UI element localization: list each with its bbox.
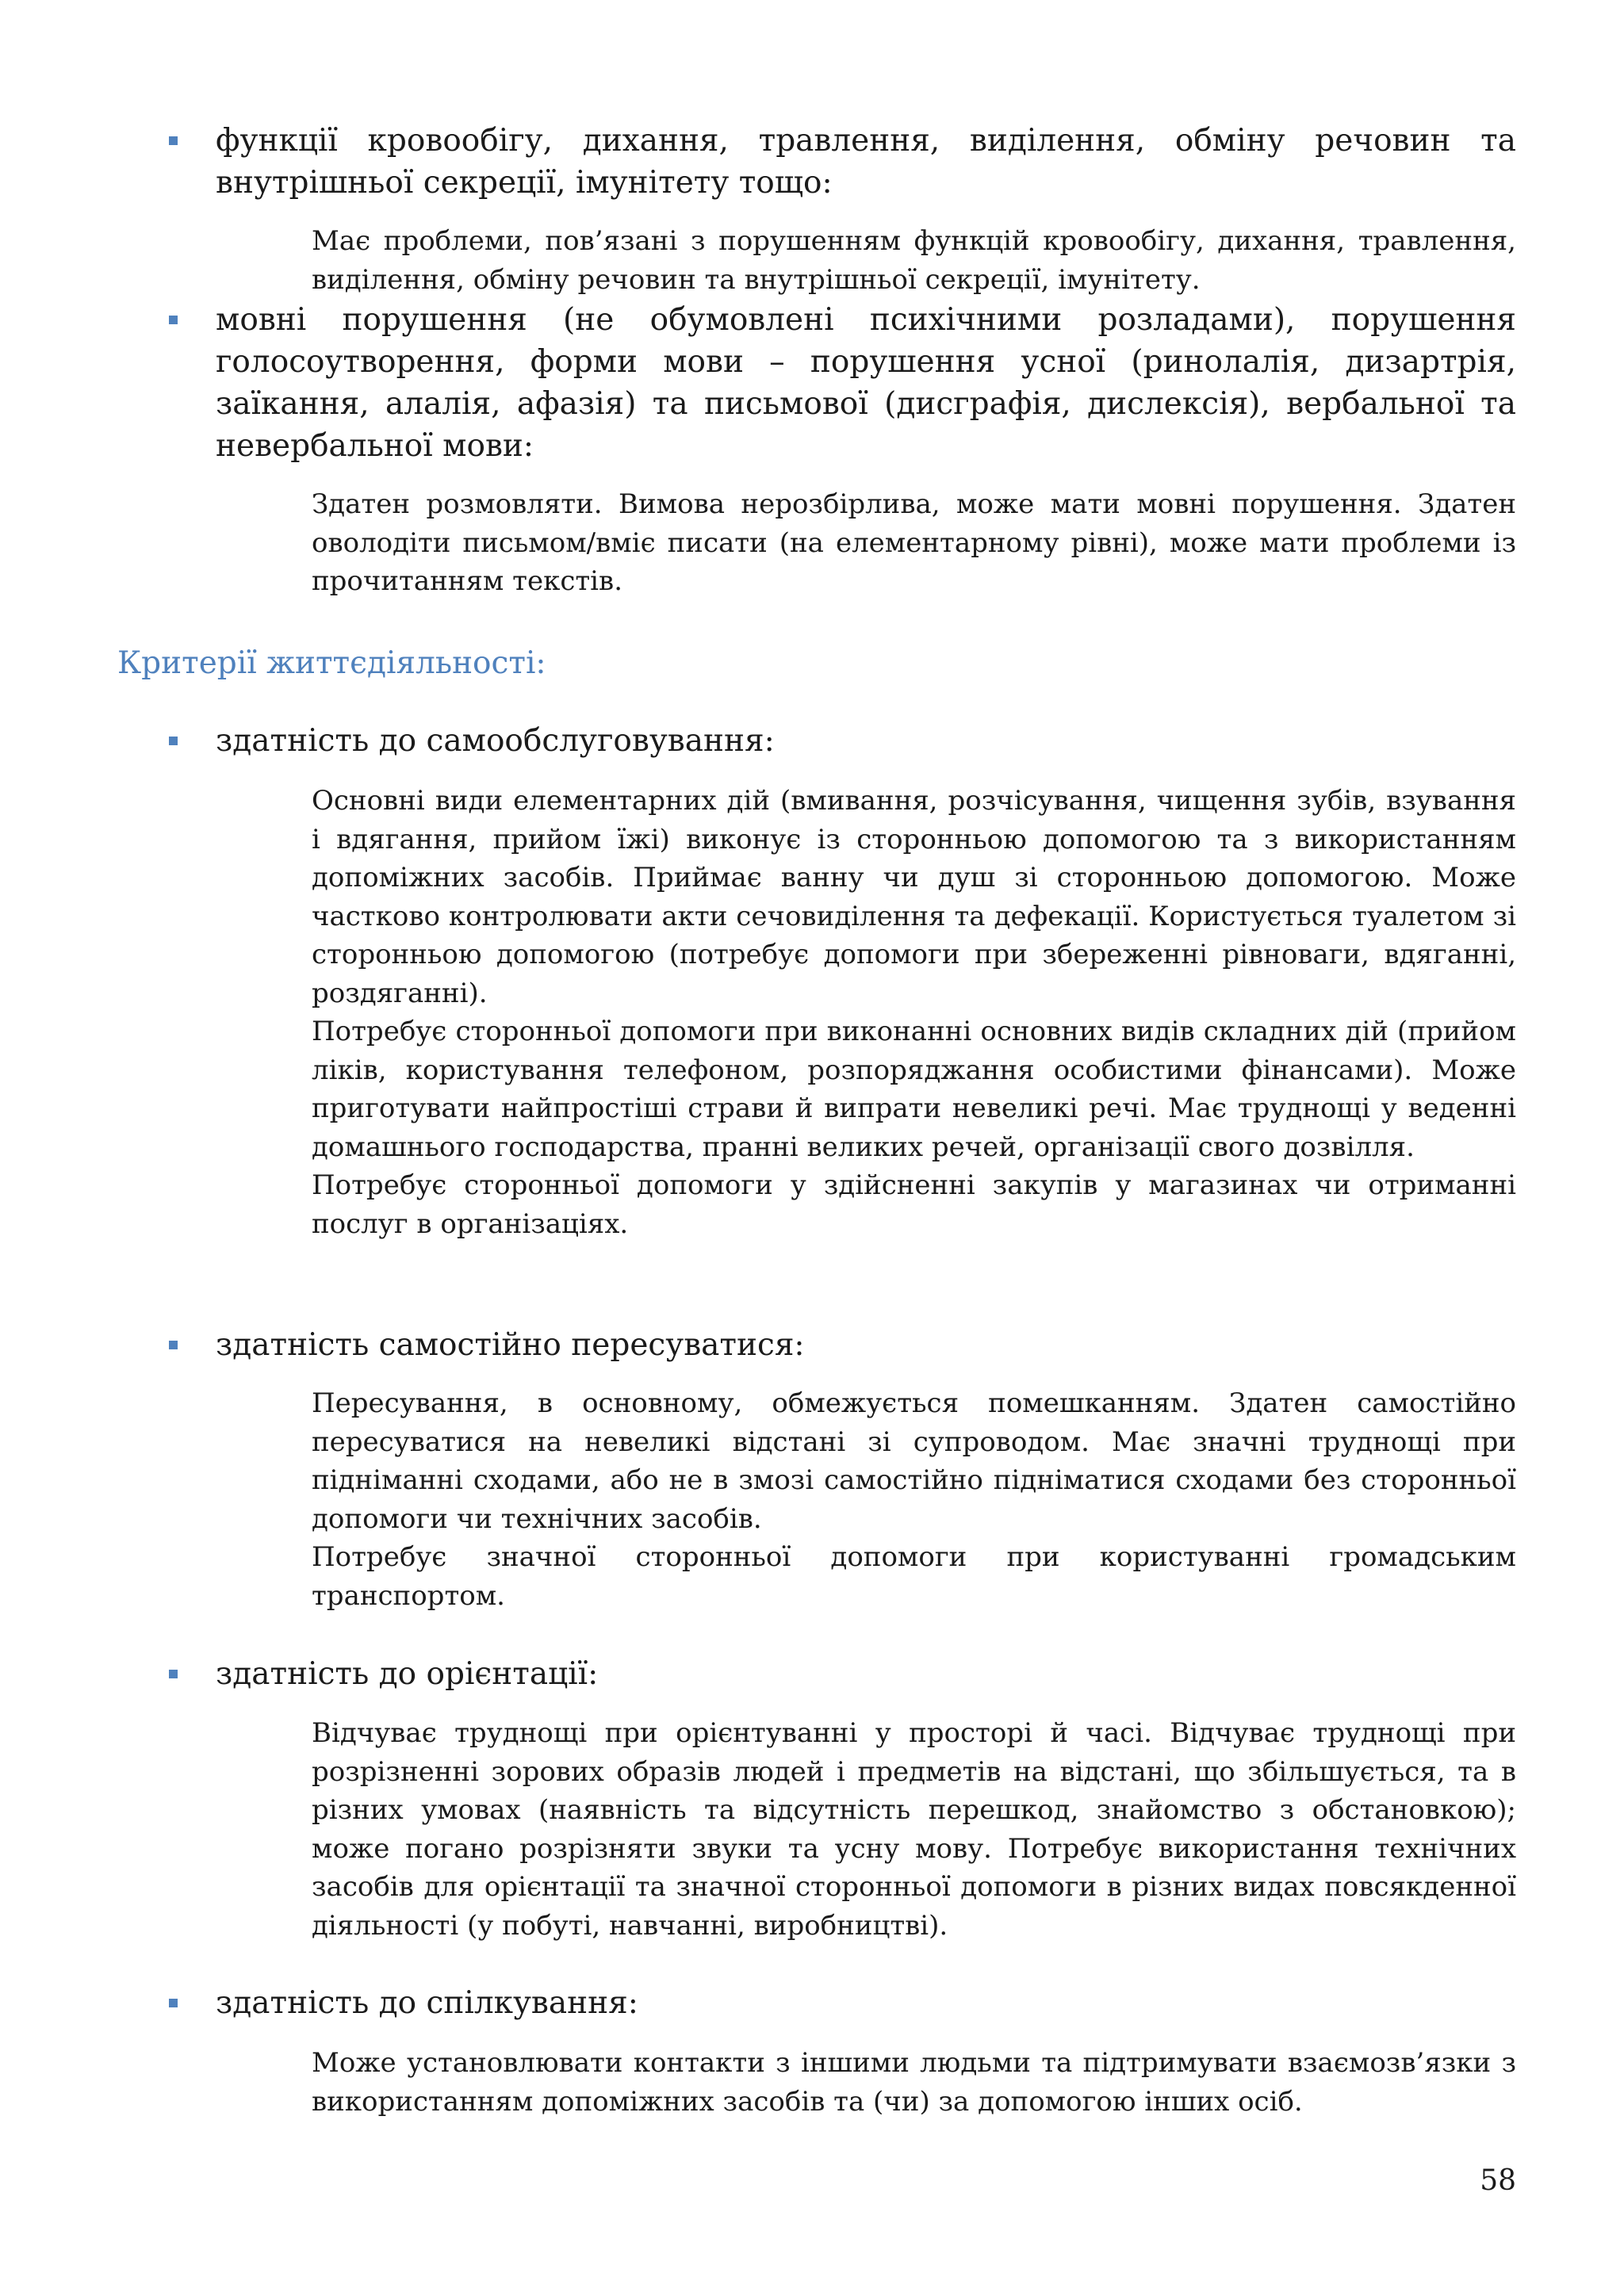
- detail-paragraph: Має проблеми, пов’язані з порушенням функцій кровообігу, дихання, травлення, виділення, обміну речовин та внутрішньої секреції, імунітету.: [312, 225, 1516, 296]
- bullet-label: функції кровообігу, дихання, травлення, виділення, обміну речовин та внутрішньої секреції, імунітету тощо:: [216, 123, 1516, 201]
- detail-paragraph: Основні види елементарних дій (вмивання, розчісування, чищення зубів, взування і вдягання, прийом їжі) виконує із сторонньою допомогою та з використанням допоміжних засобів. Приймає ванну чи душ зі сторонньою допомогою. Може частково контролювати акти сечовиділення та дефекації. Користується туалетом зі сторонньою допомогою (потребує допомоги при збереженні рівноваги, вдяганні, роздяганні).: [312, 785, 1516, 1009]
- detail-orientation: [312, 1714, 1516, 1945]
- detail-speech-disorders: [312, 485, 1516, 601]
- bullet-label: здатність самостійно пересуватися:: [216, 1327, 805, 1363]
- detail-paragraph: Потребує сторонньої допомоги при виконанні основних видів складних дій (прийом ліків, користування телефоном, розпоряджання особистими фінансами). Може приготувати найпростіші страви й випрати невеликі речі. Має труднощі у веденні домашнього господарства, пранні великих речей, організації свого дозвілля.: [312, 1016, 1516, 1163]
- detail-paragraph: Здатен розмовляти. Вимова нерозбірлива, може мати мовні порушення. Здатен оволодіти письмом/вміє писати (на елементарному рівні), може мати проблеми із прочитанням текстів.: [312, 488, 1516, 597]
- square-bullet-icon: [169, 136, 178, 145]
- bullet-item-mobility: [216, 1324, 1516, 1366]
- bullet-label: здатність до орієнтації:: [216, 1656, 599, 1692]
- detail-body-functions: [312, 222, 1516, 299]
- detail-paragraph: Потребує значної сторонньої допомоги при користуванні громадським транспортом.: [312, 1541, 1516, 1612]
- detail-paragraph: Може установлювати контакти з іншими людьми та підтримувати взаємозв’язки з використанням допоміжних засобів та (чи) за допомогою інших осіб.: [312, 2047, 1516, 2118]
- detail-paragraph: Пересування, в основному, обмежується помешканням. Здатен самостійно пересуватися на невеликі відстані зі супроводом. Має значні труднощі при підніманні сходами, або не в змозі самостійно підніматися сходами без сторонньої допомоги чи технічних засобів.: [312, 1387, 1516, 1535]
- square-bullet-icon: [169, 737, 178, 745]
- section-heading: Критерії життєдіяльності:: [117, 645, 546, 681]
- square-bullet-icon: [169, 1341, 178, 1349]
- detail-paragraph: Відчуває труднощі при орієнтуванні у просторі й часі. Відчуває труднощі при розрізненні зорових образів людей і предметів на відстані, що збільшується, та в різних умовах (наявність та відсутність перешкод, знайомство з обстановкою); може погано розрізняти звуки та усну мову. Потребує використання технічних засобів для орієнтації та значної сторонньої допомоги в різних видах повсякденної діяльності (у побуті, навчанні, виробництві).: [312, 1717, 1516, 1942]
- detail-communication: [312, 2044, 1516, 2121]
- square-bullet-icon: [169, 316, 178, 324]
- square-bullet-icon: [169, 1999, 178, 2007]
- bullet-item-communication: [216, 1982, 1516, 2024]
- bullet-label: здатність до спілкування:: [216, 1985, 638, 2021]
- bullet-item-self-care: [216, 720, 1516, 762]
- bullet-label: здатність до самообслуговування:: [216, 723, 775, 759]
- bullet-item-body-functions: [216, 120, 1516, 204]
- bullet-label: мовні порушення (не обумовлені психічними розладами), порушення голосоутворення, форми мови – порушення усної (ринолалія, дизартрія, заїкання, алалія, афазія) та письмової (дисграфія, дислексія), вербальної та невербальної мови:: [216, 302, 1516, 464]
- page-number: 58: [1480, 2164, 1516, 2197]
- square-bullet-icon: [169, 1670, 178, 1678]
- bullet-item-orientation: [216, 1653, 1516, 1695]
- bullet-item-speech-disorders: [216, 299, 1516, 467]
- detail-paragraph: Потребує сторонньої допомоги у здійсненні закупів у магазинах чи отриманні послуг в організаціях.: [312, 1169, 1516, 1240]
- detail-mobility: [312, 1384, 1516, 1615]
- detail-self-care: [312, 782, 1516, 1243]
